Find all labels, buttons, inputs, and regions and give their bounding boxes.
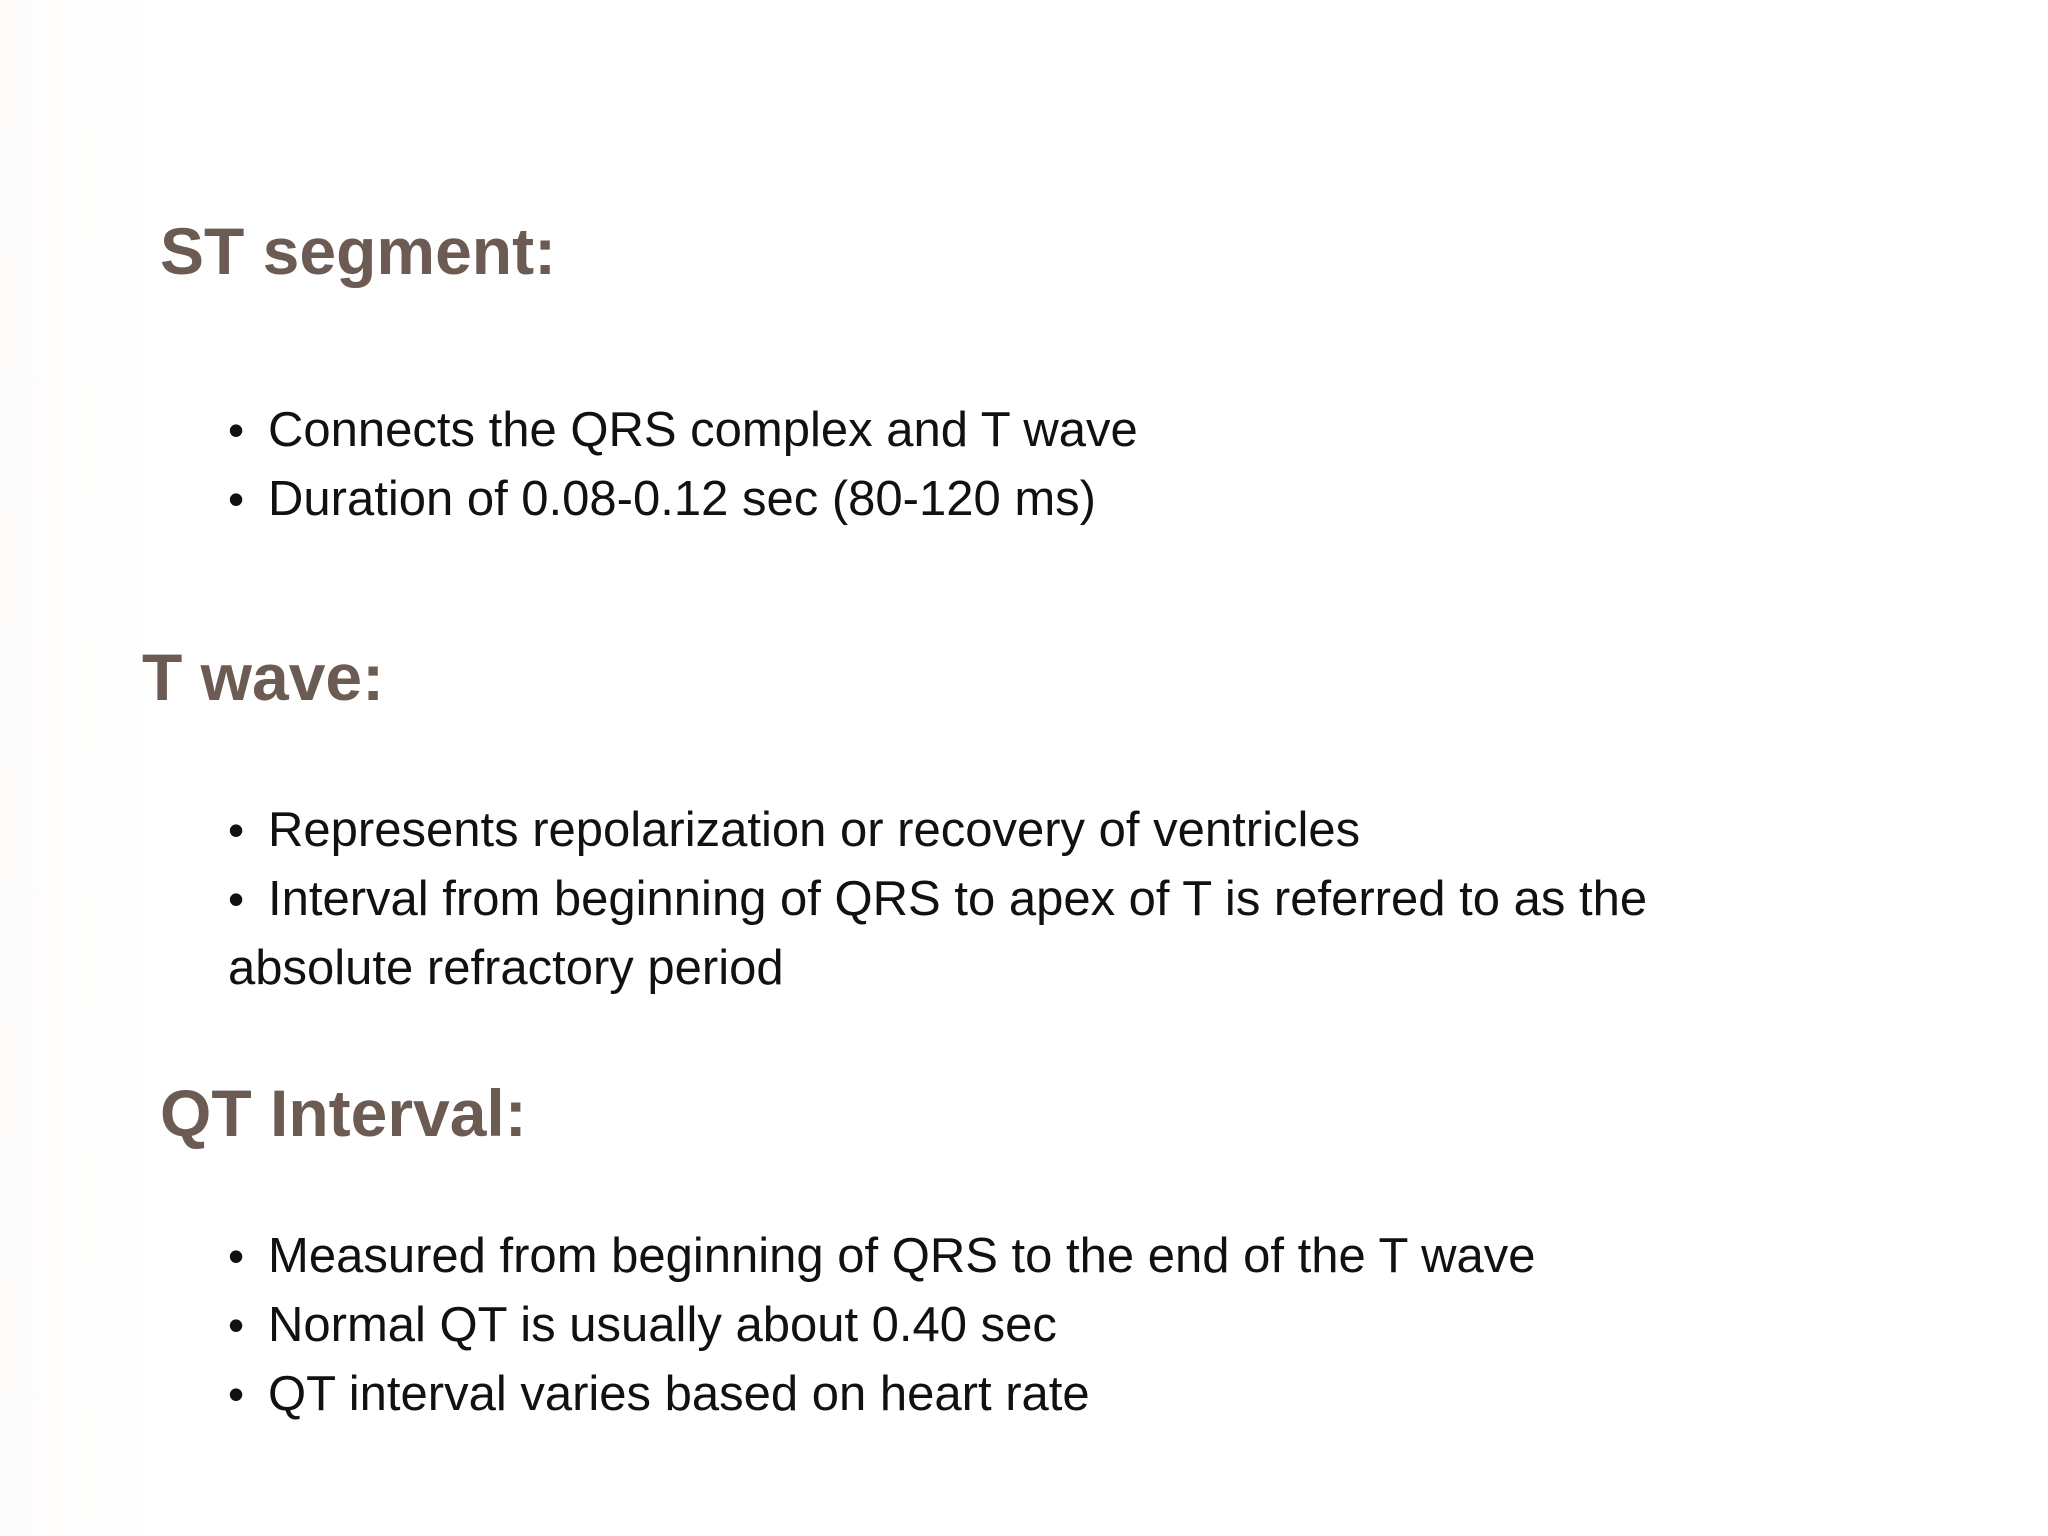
bullet-list-qt-interval bbox=[228, 1222, 1808, 1429]
bullet-text: Represents repolarization or recovery of ventricles bbox=[268, 803, 1361, 857]
list-item bbox=[228, 1360, 1808, 1429]
section-heading-qt-interval: QT Interval: bbox=[160, 1076, 527, 1150]
list-item bbox=[228, 1291, 1808, 1360]
list-item bbox=[228, 865, 1808, 1003]
list-item bbox=[228, 396, 1808, 465]
bullet-text: Normal QT is usually about 0.40 sec bbox=[268, 1298, 1057, 1352]
list-item bbox=[228, 796, 1808, 865]
bullet-icon: • bbox=[228, 1368, 245, 1420]
bullet-list-t-wave bbox=[228, 796, 1808, 1003]
list-item bbox=[228, 465, 1808, 534]
bullet-text: Interval from beginning of QRS to apex of T is referred to as the absolute refractory period bbox=[228, 872, 1648, 995]
bullet-text: Connects the QRS complex and T wave bbox=[268, 403, 1138, 457]
bullet-icon: • bbox=[228, 1299, 245, 1351]
bullet-text: Duration of 0.08-0.12 sec (80-120 ms) bbox=[268, 472, 1096, 526]
bullet-text: QT interval varies based on heart rate bbox=[268, 1367, 1090, 1421]
list-item bbox=[228, 1222, 1808, 1291]
bullet-icon: • bbox=[228, 804, 245, 856]
bullet-icon: • bbox=[228, 473, 245, 525]
bullet-icon: • bbox=[228, 873, 245, 925]
bullet-icon: • bbox=[228, 404, 245, 456]
bullet-list-st-segment bbox=[228, 396, 1808, 534]
bullet-text: Measured from beginning of QRS to the end of the T wave bbox=[268, 1229, 1536, 1283]
section-heading-t-wave: T wave: bbox=[142, 640, 385, 714]
bullet-icon: • bbox=[228, 1230, 245, 1282]
section-heading-st-segment: ST segment: bbox=[160, 214, 557, 288]
